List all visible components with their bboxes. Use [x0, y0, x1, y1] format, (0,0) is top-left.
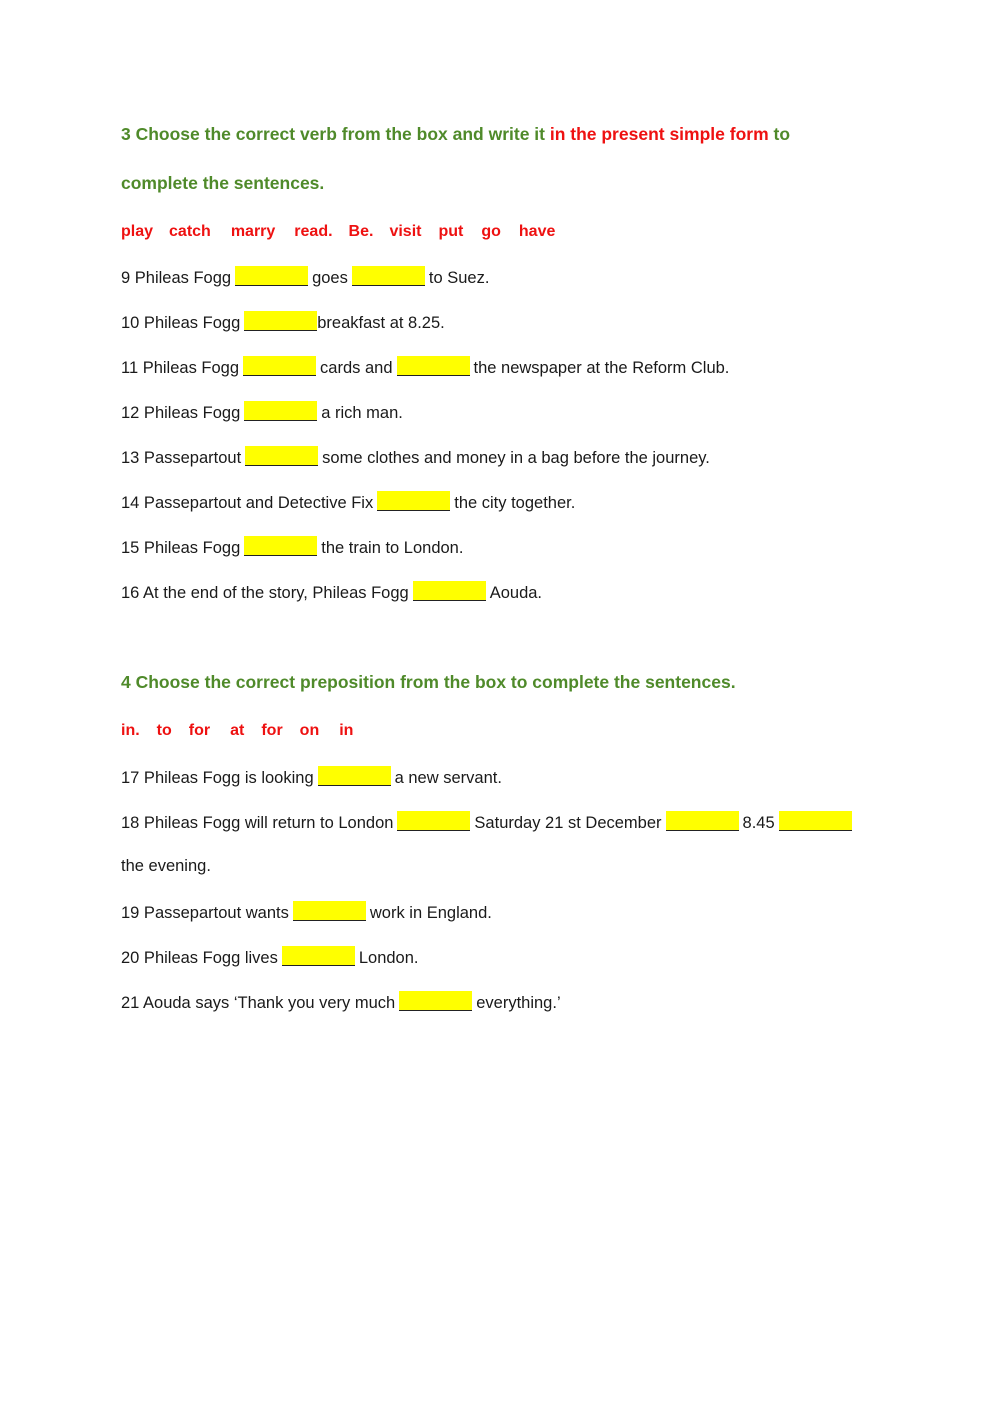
- sentence-text: goes: [312, 269, 348, 287]
- word-bank-item: marry: [230, 223, 276, 240]
- answer-blank[interactable]: [399, 991, 472, 1011]
- answer-blank[interactable]: [666, 811, 739, 831]
- sentence-text: 11 Phileas Fogg: [121, 359, 240, 377]
- answer-blank[interactable]: [244, 311, 317, 331]
- sentence-text: Saturday 21 st December: [474, 814, 662, 832]
- section3-title-part2: to: [768, 124, 791, 144]
- sentence-text: 8.45: [742, 814, 775, 832]
- sentence-13: [121, 446, 710, 468]
- sentence-text: a rich man.: [321, 404, 403, 422]
- answer-blank[interactable]: [245, 446, 318, 466]
- word-bank-item: for: [261, 722, 283, 739]
- sentence-text: the newspaper at the Reform Club.: [473, 359, 730, 377]
- sentence-11: [121, 356, 729, 378]
- sentence-text: 21 Aouda says ‘Thank you very much: [121, 994, 396, 1012]
- section3-title: [121, 124, 790, 144]
- word-bank-item: catch: [169, 223, 211, 240]
- word-bank-item: at: [230, 722, 245, 739]
- sentence-19: [121, 901, 492, 923]
- sentence-text: 9 Phileas Fogg: [121, 269, 232, 287]
- sentence-text: 14 Passepartout and Detective Fix: [121, 494, 374, 512]
- sentence-text: cards and: [320, 359, 393, 377]
- section3-title-part1: 3 Choose the correct verb from the box and write it: [121, 124, 550, 144]
- answer-blank[interactable]: [352, 266, 425, 286]
- sentence-text: 19 Passepartout wants: [121, 904, 289, 922]
- word-bank-item: put: [438, 223, 464, 240]
- sentence-text: a new servant.: [394, 769, 502, 787]
- sentence-10: [121, 311, 445, 333]
- sentence-17: [121, 766, 502, 788]
- word-bank-item: to: [156, 722, 172, 739]
- answer-blank[interactable]: [377, 491, 450, 511]
- word-bank-item: play: [121, 223, 154, 240]
- sentence-21: [121, 991, 561, 1013]
- sentence-text: 18 Phileas Fogg will return to London: [121, 814, 394, 832]
- sentence-18: [121, 811, 856, 833]
- section4-word-bank: [121, 721, 353, 741]
- sentence-text: the train to London.: [321, 539, 464, 557]
- sentence-text: the city together.: [454, 494, 576, 512]
- answer-blank[interactable]: [397, 356, 470, 376]
- word-bank-item: read.: [294, 223, 333, 240]
- sentence-text: 12 Phileas Fogg: [121, 404, 241, 422]
- answer-blank[interactable]: [244, 536, 317, 556]
- word-bank-item: Be.: [348, 223, 374, 240]
- sentence-text: 13 Passepartout: [121, 449, 242, 467]
- sentence-12: [121, 401, 403, 423]
- sentence-text: 17 Phileas Fogg is looking: [121, 769, 314, 787]
- sentence-18-continued: the evening.: [121, 857, 211, 875]
- section3-title-highlight: in the present simple form: [549, 124, 769, 144]
- word-bank-item: in.: [121, 722, 140, 739]
- word-bank-item: visit: [389, 223, 422, 240]
- answer-blank[interactable]: [413, 581, 486, 601]
- answer-blank[interactable]: [243, 356, 316, 376]
- answer-blank[interactable]: [293, 901, 366, 921]
- word-bank-item: have: [518, 223, 556, 240]
- sentence-15: [121, 536, 463, 558]
- sentence-text: some clothes and money in a bag before the journey.: [322, 449, 710, 467]
- sentence-text: London.: [358, 949, 419, 967]
- section3-word-bank: [121, 222, 555, 242]
- word-bank-item: for: [188, 722, 211, 739]
- sentence-text: to Suez.: [428, 269, 490, 287]
- sentence-9: [121, 266, 489, 288]
- sentence-text: 20 Phileas Fogg lives: [121, 949, 278, 967]
- answer-blank[interactable]: [282, 946, 355, 966]
- answer-blank[interactable]: [318, 766, 391, 786]
- sentence-14: [121, 491, 575, 513]
- word-bank-item: on: [299, 722, 320, 739]
- sentence-text: everything.’: [476, 994, 561, 1012]
- sentence-text: Aouda.: [489, 584, 543, 602]
- answer-blank[interactable]: [397, 811, 470, 831]
- section4-title: 4 Choose the correct preposition from the box to complete the sentences.: [121, 672, 736, 692]
- sentence-16: [121, 581, 542, 603]
- sentence-text: 16 At the end of the story, Phileas Fogg: [121, 584, 409, 602]
- answer-blank[interactable]: [779, 811, 852, 831]
- sentence-text: breakfast at 8.25.: [317, 314, 445, 332]
- word-bank-item: go: [481, 223, 501, 240]
- sentence-text: work in England.: [369, 904, 492, 922]
- sentence-20: [121, 946, 419, 968]
- answer-blank[interactable]: [235, 266, 308, 286]
- sentence-text: 10 Phileas Fogg: [121, 314, 241, 332]
- section3-title-line2: complete the sentences.: [121, 173, 325, 193]
- sentence-text: 15 Phileas Fogg: [121, 539, 241, 557]
- word-bank-item: in: [339, 722, 354, 739]
- answer-blank[interactable]: [244, 401, 317, 421]
